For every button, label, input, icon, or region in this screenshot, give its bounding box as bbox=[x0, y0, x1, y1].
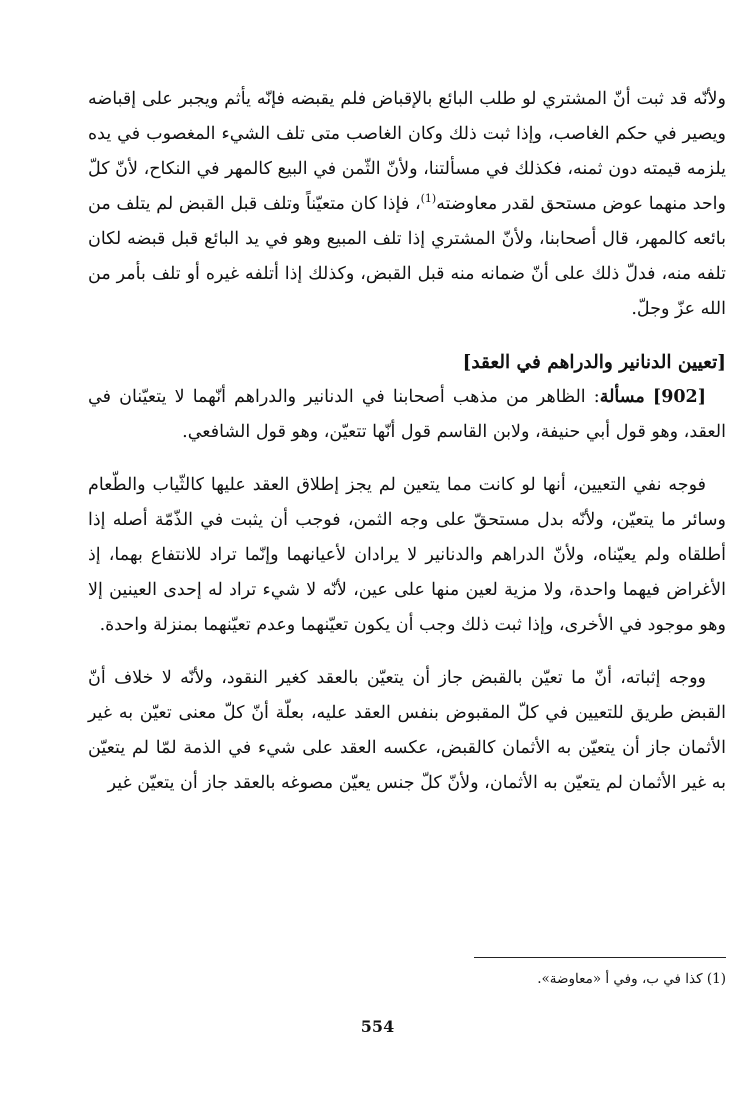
footnote-reference[interactable]: (1) bbox=[420, 192, 437, 206]
spacer bbox=[88, 643, 726, 661]
main-text bbox=[88, 82, 726, 801]
paragraph-1-continuation: ، فإذا كان متعيّناً وتلف قبل القبض لم يتلف من بائعه كالمهر، قال أصحابنا، ولأنّ المشتري إذا تلف المبيع وهو في يد البائع قبل قبضه لكان تلفه منه، فدلّ ذلك على أنّ ضمانه منه قبل القبض، وكذلك إذا أتلفه غيره أو تلف بأمر من الله عزّ وجلّ. bbox=[88, 194, 726, 319]
footnote: (1) كذا في ب، وفي أ «معاوضة». bbox=[537, 971, 726, 987]
paragraph-4: ووجه إثباته، أنّ ما تعيّن بالقبض جاز أن يتعيّن بالعقد كغير النقود، ولأنّه لا خلاف أنّ القبض طريق للتعيين في كلّ المقبوض بنفس العقد عليه، بعلّة أنّ كلّ معنى تعيّن به غير الأثمان جاز أن يتعيّن به الأثمان كالقبض، عكسه العقد على شيء في الذمة لمّا لم يتعيّن به غير الأثمان لم يتعيّن به الأثمان، ولأنّ كلّ جنس يعيّن مصوغه بالعقد جاز أن يتعيّن غير bbox=[88, 668, 726, 793]
section-heading: [تعيين الدنانير والدراهم في العقد] bbox=[462, 352, 726, 373]
spacer bbox=[88, 450, 726, 468]
paragraph-3: فوجه نفي التعيين، أنها لو كانت مما يتعين لم يجز إطلاق العقد عليها كالثّياب والطّعام وسائر ما يتعيّن، ولأنّه بدل مستحقّ على وجه الثمن، فوجب أن يثبت في الذّمّة أصله إذا أطلقاه ولم يعيّناه، ولأنّ الدراهم والدنانير لا يرادان لأعيانهما وإنّما تراد للانتفاع بهما، إذ الأغراض فيهما واحدة، ولا مزية لعين منها على عين، لأنّه لا شيء تراد له إحدى العينين إلا وهو موجود في الأخرى، وإذا ثبت ذلك وجب أن يكون تعيّنهما وعدم تعيّنهما بمنزلة واحدة. bbox=[88, 475, 726, 635]
paragraph-1-text: ولأنّه قد ثبت أنّ المشتري لو طلب البائع بالإقباض فلم يقبضه فإنّه يأثم ويجبر على إقباضه ويصير في حكم الغاصب، وإذا ثبت ذلك وكان الغاصب متى تلف الشيء المغصوب في يده يلزمه قيمته دون ثمنه، فكذلك في مسألتنا، ولأنّ الثّمن في البيع كالمهر في النكاح، لأنّ كلّ واحد منهما عوض مستحق لقدر معاوضته bbox=[88, 89, 726, 214]
issue-label: مسألة bbox=[599, 387, 645, 407]
footnote-separator bbox=[474, 957, 726, 958]
spacer bbox=[88, 327, 726, 345]
paragraph-2-text: : الظاهر من مذهب أصحابنا في الدنانير والدراهم أنّهما لا يتعيّنان في العقد، وهو قول أبي حنيفة، ولابن القاسم قول أنّها تتعيّن، وهو قول الشافعي. bbox=[88, 387, 726, 442]
paragraph-2 bbox=[88, 380, 726, 450]
page-number: 554 bbox=[360, 1017, 395, 1036]
paragraph-1 bbox=[88, 82, 726, 327]
issue-number: [902] bbox=[652, 387, 706, 407]
